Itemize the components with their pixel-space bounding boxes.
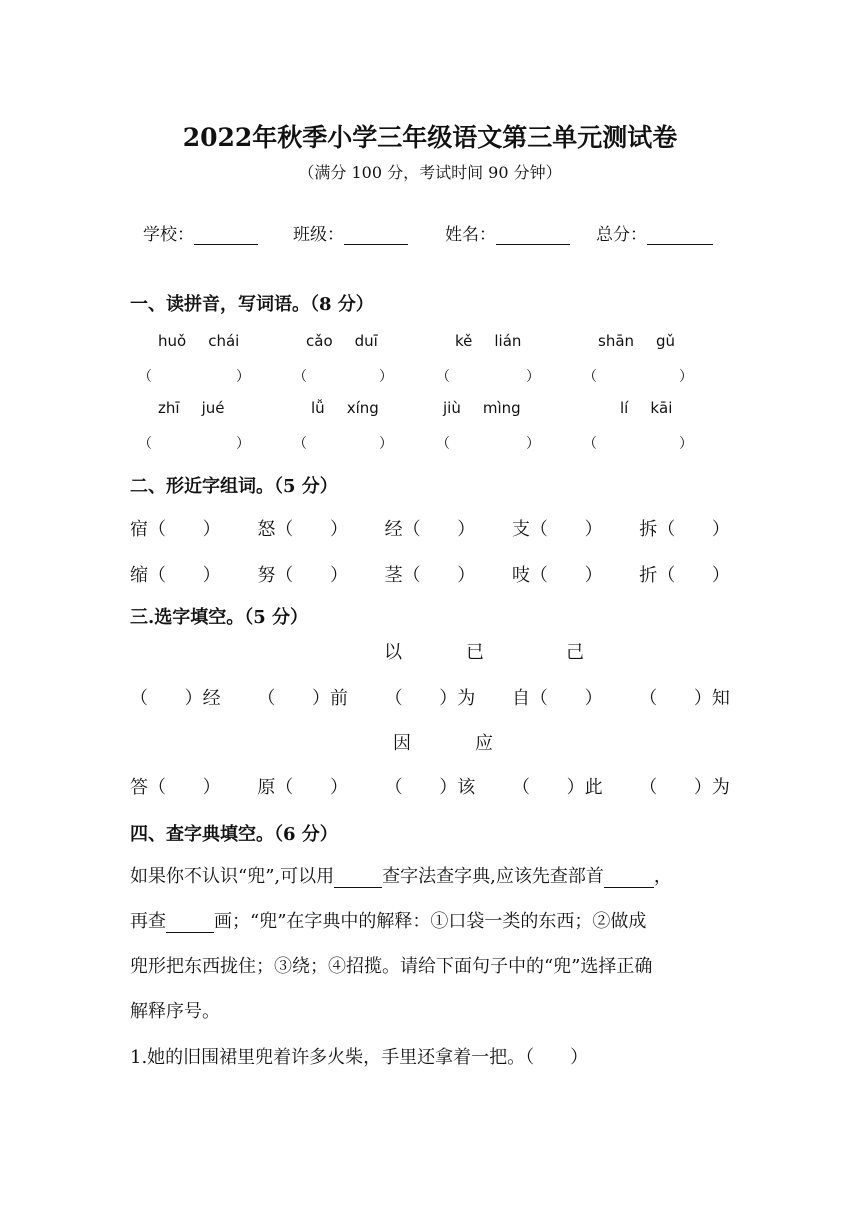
fill-item[interactable]: ） xyxy=(202,777,221,798)
paragraph-line: 兜形把东西拢住；③绕；④招揽。请给下面句子中的“兜”选择正确 xyxy=(130,956,653,977)
total-score-blank[interactable] xyxy=(647,226,713,245)
class-label: 班级： xyxy=(293,225,344,245)
answer-blank[interactable]: ） xyxy=(711,519,730,540)
fill-item[interactable]: ） xyxy=(329,777,348,798)
choice-char: 已 xyxy=(466,642,484,663)
paragraph-line: 如果你不认识“兜”,可以用 查字法查字典,应该先查部首 ， xyxy=(130,866,672,887)
fill-item[interactable]: （ xyxy=(384,688,403,709)
pinyin-item: lí kāi xyxy=(620,399,673,417)
fill-row xyxy=(130,684,730,710)
pinyin-item: shān gǔ xyxy=(598,332,676,350)
choice-char: 应 xyxy=(475,733,493,754)
word-item: 怒（ xyxy=(257,519,294,540)
fill-item: 原（ xyxy=(257,777,294,798)
answer-blank[interactable]: ） xyxy=(202,565,221,586)
fill-item: ）知 xyxy=(693,688,730,709)
total-score-field xyxy=(596,220,713,245)
fill-item[interactable]: （ xyxy=(257,688,276,709)
word-item: 宿（ xyxy=(130,519,166,540)
answer-blank[interactable]: ） xyxy=(457,565,476,586)
fill-item[interactable]: （ xyxy=(639,777,658,798)
section1-heading: 一、读拼音，写词语。（8 分） xyxy=(130,294,374,315)
pinyin-item: zhī jué xyxy=(158,399,225,417)
answer-blank[interactable] xyxy=(604,871,654,888)
fill-item[interactable]: （ xyxy=(130,688,148,709)
answer-blank[interactable]: ） xyxy=(457,519,476,540)
answer-blank[interactable] xyxy=(334,871,382,888)
page-title: 2022年秋季小学三年级语文第三单元测试卷 xyxy=(182,123,678,152)
answer-box[interactable]: （ ） xyxy=(436,369,540,385)
school-field xyxy=(143,220,258,245)
fill-item: ）为 xyxy=(693,777,730,798)
fill-item[interactable]: 自（ xyxy=(511,688,548,709)
fill-item: ）经 xyxy=(184,688,221,709)
name-blank[interactable] xyxy=(496,226,570,245)
pinyin-item: jiù mìng xyxy=(443,399,521,417)
choice-char: 以 xyxy=(384,642,402,663)
paragraph-line: 再查 画；“兜”在字典中的解释：①口袋一类的东西；②做成 xyxy=(130,911,647,932)
fill-item: ） xyxy=(584,688,603,709)
answer-blank[interactable]: ） xyxy=(584,519,603,540)
pinyin-item: lǚ xíng xyxy=(311,399,379,417)
answer-box[interactable]: （ ） xyxy=(436,436,540,452)
word-item: 缩（ xyxy=(130,565,166,586)
fill-item: 答（ xyxy=(130,777,166,798)
answer-box[interactable]: （ ） xyxy=(138,369,250,385)
section4-heading: 四、查字典填空。（6 分） xyxy=(130,824,338,845)
answer-blank[interactable]: ） xyxy=(584,565,603,586)
word-item: 折（ xyxy=(639,565,676,586)
answer-blank[interactable]: ） xyxy=(329,565,348,586)
fill-item[interactable]: （ xyxy=(639,688,658,709)
answer-box[interactable]: （ ） xyxy=(138,436,250,452)
fill-item: ）此 xyxy=(566,777,603,798)
answer-box[interactable]: （ ） xyxy=(293,369,393,385)
answer-blank[interactable]: ） xyxy=(329,519,348,540)
school-label: 学校： xyxy=(143,225,194,245)
fill-item: ）前 xyxy=(311,688,348,709)
total-score-label: 总分： xyxy=(596,225,647,245)
question-1: 1.她的旧围裙里兜着许多火柴，手里还拿着一把。（ ） xyxy=(130,1047,589,1068)
class-field xyxy=(293,220,408,245)
word-item: 拆（ xyxy=(639,519,676,540)
answer-blank[interactable] xyxy=(166,916,214,933)
word-item: 吱（ xyxy=(511,565,548,586)
school-blank[interactable] xyxy=(194,226,258,245)
word-item: 茎（ xyxy=(384,565,421,586)
answer-blank[interactable]: ） xyxy=(711,565,730,586)
fill-item[interactable]: （ xyxy=(384,777,403,798)
word-item: 努（ xyxy=(257,565,294,586)
fill-item: ）为 xyxy=(439,688,476,709)
word-group-row xyxy=(130,561,730,587)
fill-item: ）该 xyxy=(439,777,476,798)
word-item: 支（ xyxy=(511,519,548,540)
choice-char: 己 xyxy=(566,642,584,663)
word-item: 经（ xyxy=(384,519,421,540)
section2-heading: 二、形近字组词。（5 分） xyxy=(130,476,338,497)
page-subtitle: （满分 100 分，考试时间 90 分钟） xyxy=(298,163,562,182)
choice-char: 因 xyxy=(393,733,411,754)
word-group-row xyxy=(130,515,730,541)
answer-box[interactable]: （ ） xyxy=(583,436,693,452)
answer-box[interactable]: （ ） xyxy=(583,369,693,385)
pinyin-item: cǎo duī xyxy=(306,332,378,350)
name-field xyxy=(445,220,570,245)
class-blank[interactable] xyxy=(344,226,408,245)
name-label: 姓名： xyxy=(445,225,496,245)
answer-box[interactable]: （ ） xyxy=(293,436,393,452)
answer-blank[interactable]: ） xyxy=(202,519,221,540)
pinyin-item: huǒ chái xyxy=(158,332,240,350)
pinyin-item: kě lián xyxy=(455,332,522,350)
fill-item[interactable]: （ xyxy=(511,777,530,798)
paragraph-line: 解释序号。 xyxy=(130,1001,220,1022)
section3-heading: 三.选字填空。（5 分） xyxy=(130,607,309,628)
fill-row xyxy=(130,773,730,799)
